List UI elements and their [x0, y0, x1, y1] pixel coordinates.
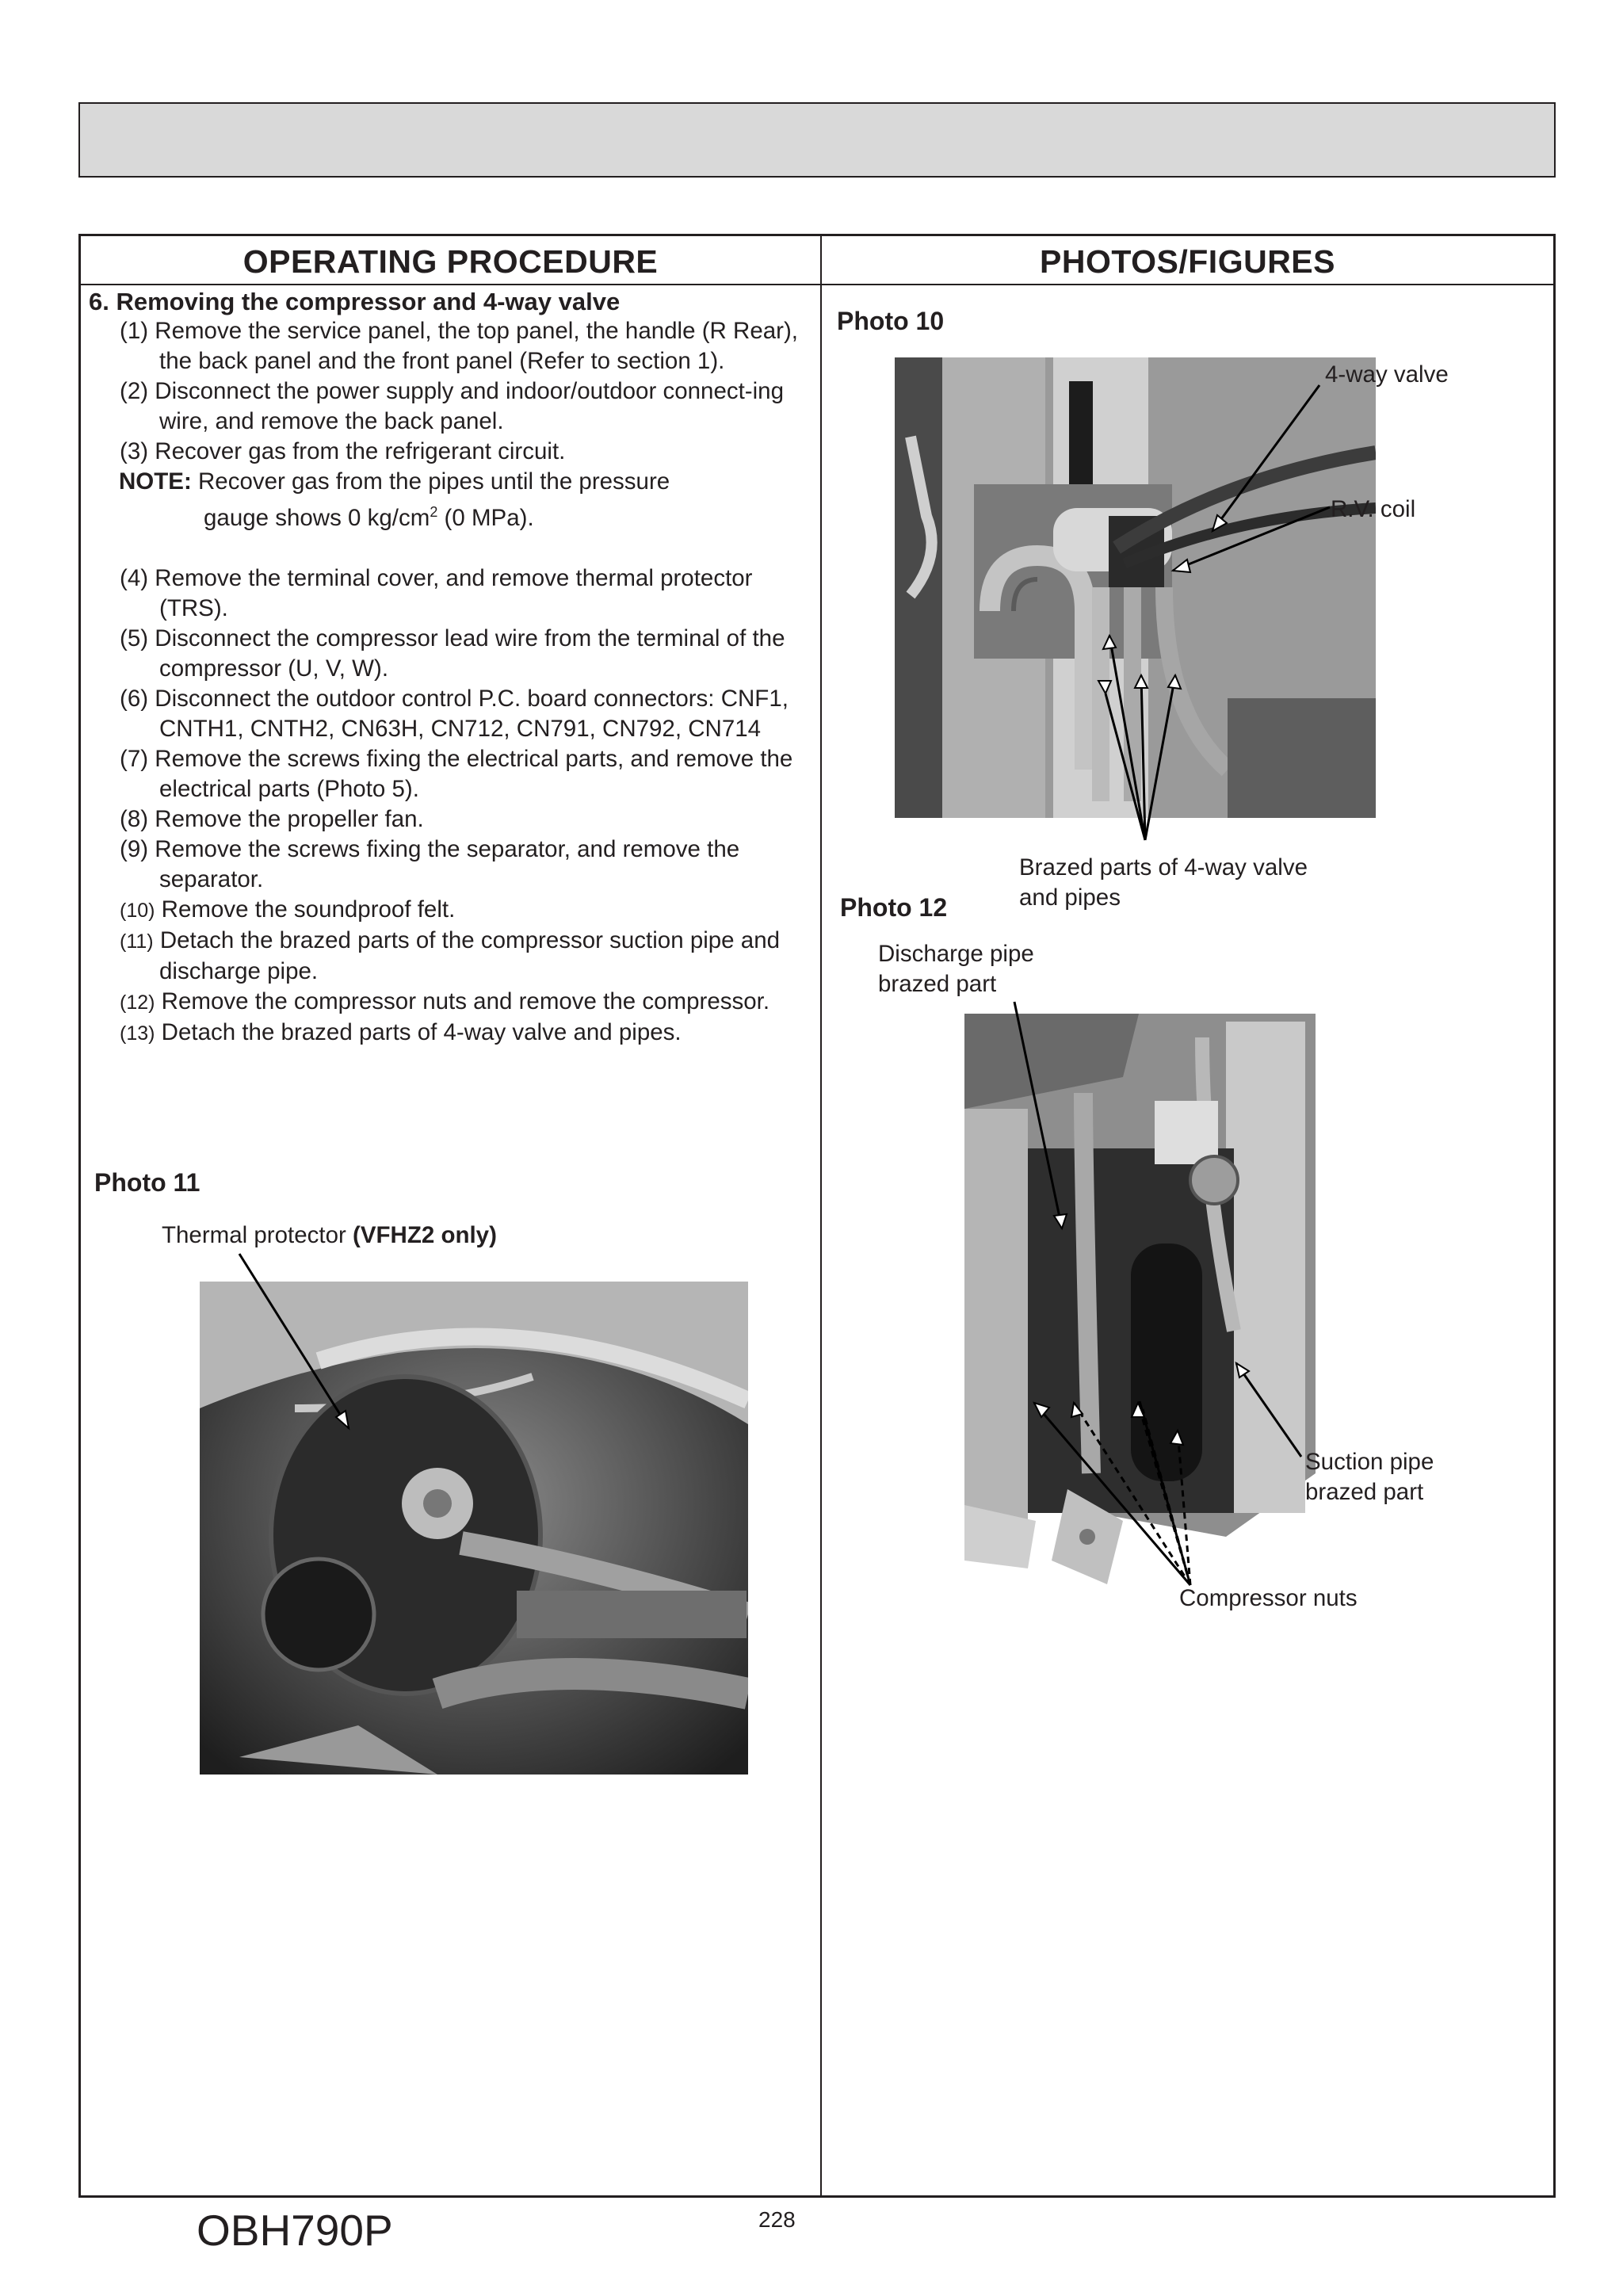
photos-figures-heading: PHOTOS/FIGURES [1039, 243, 1336, 280]
rv-coil-label: R.V. coil [1331, 496, 1416, 522]
step-number: (3) [120, 438, 149, 464]
step-13 [89, 1018, 814, 1049]
step-text: Remove the compressor nuts and remove the compressor. [161, 988, 770, 1014]
note-text-2: gauge shows 0 kg/cm [204, 504, 430, 531]
step-12 [89, 987, 814, 1018]
page-number: 228 [758, 2207, 796, 2232]
step-number: (7) [120, 745, 149, 772]
column-divider [820, 236, 822, 2195]
step-3 [89, 437, 814, 467]
step-text: Remove the soundproof felt. [161, 896, 456, 923]
table-header-row [81, 236, 1553, 285]
photo-12-leader-lines [1006, 999, 1339, 1601]
step-text: Remove the service panel, the top panel, the handle (R Rear), the back panel and the front panel (Refer to section 1). [155, 318, 798, 374]
step-6 [89, 684, 814, 744]
step-1 [89, 316, 814, 376]
step-number: (5) [120, 625, 149, 651]
step-number: (2) [120, 378, 149, 404]
step-number: (4) [120, 564, 149, 591]
discharge-pipe-label: Discharge pipe [878, 941, 1034, 967]
step-text: Remove the screws fixing the separator, and remove the separator. [155, 835, 740, 892]
model-number: OBH790P [197, 2206, 393, 2255]
photo-11-title: Photo 11 [94, 1168, 200, 1197]
step-text: Detach the brazed parts of 4-way valve and pipes. [161, 1018, 682, 1045]
step-text: Disconnect the power supply and indoor/outdoor connect-ing wire, and remove the back panel. [155, 378, 784, 434]
discharge-pipe-label-2: brazed part [878, 971, 997, 997]
step-4 [89, 563, 814, 624]
step-text: Remove the terminal cover, and remove thermal protector (TRS). [155, 564, 753, 621]
step-number: (1) [120, 318, 149, 344]
header-bar [78, 102, 1556, 178]
photo-11-leader-line [238, 1252, 365, 1442]
four-way-valve-label: 4-way valve [1325, 361, 1449, 388]
step-text: Remove the propeller fan. [155, 805, 424, 832]
step-2 [89, 376, 814, 437]
step-8 [89, 804, 814, 835]
photo-12-title: Photo 12 [840, 893, 948, 922]
step-5 [89, 624, 814, 684]
step-number: (9) [120, 835, 149, 862]
thermal-protector-label: Thermal protector [162, 1222, 353, 1248]
brazed-parts-label: Brazed parts of 4-way valve [1019, 854, 1308, 881]
procedure-title: 6. Removing the compressor and 4-way valve [89, 288, 621, 315]
step-number: (10) [120, 899, 155, 922]
brazed-parts-label-2: and pipes [1019, 884, 1121, 911]
note-superscript: 2 [430, 504, 438, 520]
operating-procedure-heading: OPERATING PROCEDURE [242, 243, 659, 280]
photo-10-title: Photo 10 [837, 307, 945, 335]
compressor-nuts-label: Compressor nuts [1179, 1585, 1358, 1611]
step-text: Recover gas from the refrigerant circuit. [155, 438, 566, 464]
step-number: (8) [120, 805, 149, 832]
step-number: (13) [120, 1022, 155, 1045]
step-text: Disconnect the compressor lead wire from the terminal of the compressor (U, V, W). [155, 625, 785, 682]
step-9 [89, 835, 814, 895]
photo-10-leader-lines [1078, 372, 1339, 864]
note-label: NOTE: [119, 468, 192, 495]
step-number: (6) [120, 685, 149, 712]
step-11 [89, 926, 814, 987]
step-text: Disconnect the outdoor control P.C. board connectors: CNF1, CNTH1, CNTH2, CN63H, CN712, CN791, CN792, CN714 [155, 685, 789, 742]
step-text: Detach the brazed parts of the compressor suction pipe and discharge pipe. [159, 926, 781, 984]
step-text: Remove the screws fixing the electrical parts, and remove the electrical parts (Photo 5). [155, 745, 793, 802]
suction-pipe-label-2: brazed part [1305, 1479, 1424, 1505]
thermal-protector-note: (VFHZ2 only) [353, 1222, 497, 1248]
note-text: Recover gas from the pipes until the pressure [197, 468, 670, 495]
suction-pipe-label: Suction pipe [1305, 1449, 1434, 1475]
step-number: (12) [120, 991, 155, 1014]
procedure-text [89, 287, 814, 1049]
note [89, 467, 814, 533]
step-10 [89, 895, 814, 926]
step-number: (11) [120, 930, 154, 953]
step-7 [89, 744, 814, 804]
photo-11-caption [162, 1221, 497, 1251]
note-text-3: (0 MPa). [437, 504, 534, 531]
